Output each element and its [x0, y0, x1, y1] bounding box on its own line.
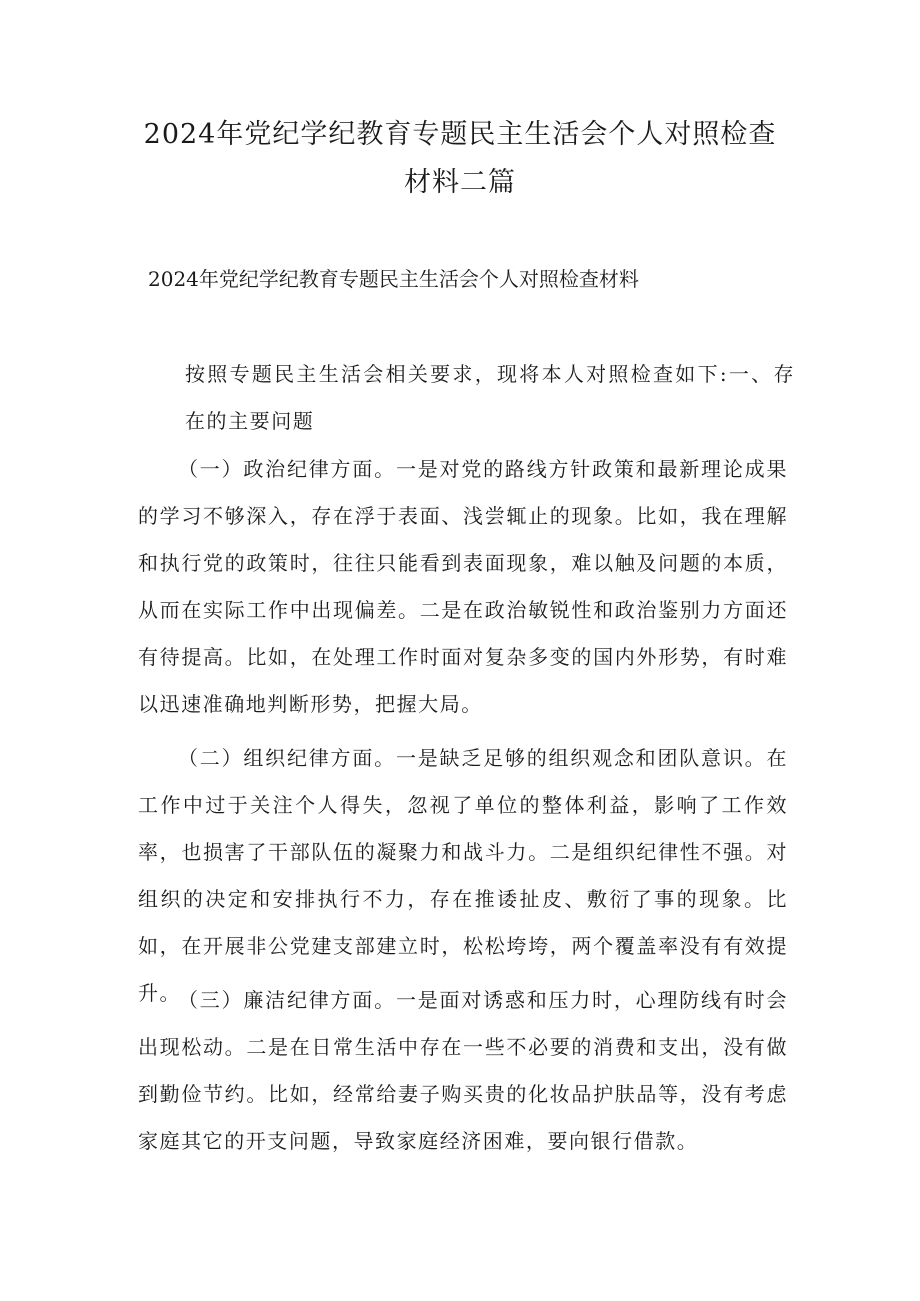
paragraph-political-discipline: （一）政治纪律方面。一是对党的路线方针政策和最新理论成果的学习不够深入，存在浮于表面、浅尝辄止的现象。比如，我在理解和执行党的政策时，往往只能看到表面现象，难以触及问题的本质，从而在实际工作中出现偏差。二是在政治敏锐性和政治鉴别力方面还有待提高。比如，在处理工作时面对复杂多变的国内外形势，有时难以迅速准确地判断形势，把握大局。	[138, 457, 788, 716]
intro-paragraph: 按照专题民主生活会相关要求，现将本人对照检查如下:一、存在的主要问题	[185, 362, 795, 433]
section-subtitle: 2024年党纪学纪教育专题民主生活会个人对照检查材料	[148, 267, 639, 291]
paragraph-organizational-discipline: （二）组织纪律方面。一是缺乏足够的组织观念和团队意识。在工作中过于关注个人得失，忽视了单位的整体利益，影响了工作效率，也损害了干部队伍的凝聚力和战斗力。二是组织纪律性不强。对组织的决定和安排执行不力，存在推诿扯皮、敷衍了事的现象。比如，在开展非公党建支部建立时，松松垮垮，两个覆盖率没有有效提升。	[138, 746, 788, 1005]
paragraph-integrity-discipline: （三）廉洁纪律方面。一是面对诱惑和压力时，心理防线有时会出现松动。二是在日常生活中存在一些不必要的消费和支出，没有做到勤俭节约。比如，经常给妻子购买贵的化妆品护肤品等，没有考虑家庭其它的开支问题，导致家庭经济困难，要向银行借款。	[138, 988, 788, 1153]
document-title-line2: 材料二篇	[404, 167, 516, 198]
document-title-line1: 2024年党纪学纪教育专题民主生活会个人对照检查	[143, 119, 777, 150]
